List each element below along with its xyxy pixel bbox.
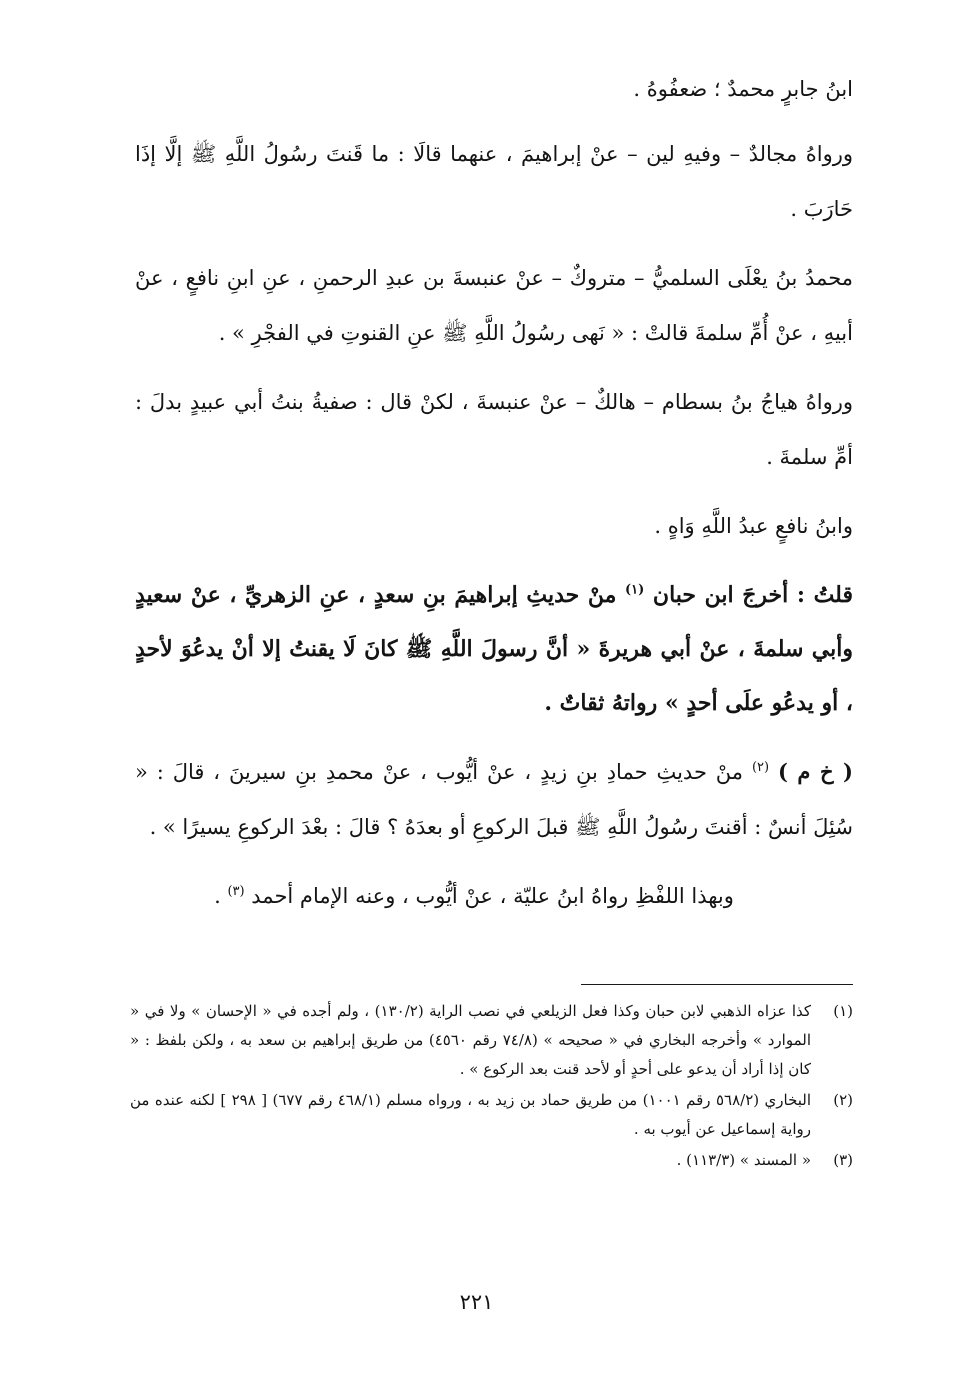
paragraph-4: ورواهُ هياجُ بنُ بسطام – هالكٌ – عنْ عنبسةَ ، لكنْ قال : صفيةُ بنتُ أبي عبيدٍ بدلَ : أمِّ سلمةَ . (135, 390, 853, 469)
paragraph-1: ابنُ جابرٍ محمدٌ ؛ ضعفُوهُ . (633, 77, 853, 101)
paragraph-last (135, 869, 853, 924)
footnote-3 (130, 1146, 853, 1175)
main-text (135, 62, 853, 938)
last-rest: . (214, 884, 221, 908)
footnote-ref-1[interactable]: (١) (625, 582, 645, 598)
footnote-number: (١) (833, 1002, 853, 1020)
footnote-ref-3[interactable]: (٣) (227, 884, 245, 899)
paragraph-khm (135, 744, 853, 855)
footnote-separator (581, 984, 853, 985)
khm-start: ( خ م ) (777, 759, 853, 784)
paragraph-bold-qultu (135, 568, 853, 730)
paragraph-5: وابنُ نافعٍ عبدُ اللَّهِ وَاهٍ . (654, 514, 853, 538)
khm-rest: منْ حديثِ حمادِ بنِ زيدٍ ، عنْ أيُّوب ، عنْ محمدِ بنِ سيرينَ ، قالَ : « سُئِلَ أنسٌ : أقنتَ رسُولُ اللَّهِ ﷺ قبلَ الركوعِ أو بعدَهُ ؟ قالَ : بعْدَ الركوعِ يسيرًا » . (135, 760, 853, 839)
footnote-text: « المسند » (١١٣/٣) . (676, 1151, 811, 1169)
page-number: ٢٢١ (459, 1290, 494, 1314)
footnotes (130, 997, 853, 1177)
footnote-1 (130, 997, 853, 1084)
footnote-number: (٣) (833, 1151, 853, 1169)
footnote-ref-2[interactable]: (٢) (751, 760, 770, 775)
bold-para-start: قلتُ : أخرجَ ابن حبان (652, 582, 853, 608)
footnote-text: كذا عزاه الذهبي لابن حبان وكذا فعل الزيلعي في نصب الراية (١٣٠/٢) ، ولم أجده في « الإحسان » ولا في « الموارد » وأخرجه البخاري في « صحيحه » (٧٤/٨ رقم ٤٥٦٠) من طريق إبراهيم بن سعد به ، ولكن بلفظ : « كان إذا أراد أن يدعو على أحدٍ أو لأحد قنت بعد الركوع » . (130, 1002, 812, 1078)
footnote-number: (٢) (833, 1091, 853, 1109)
footnote-2 (130, 1086, 853, 1144)
bold-para-rest: منْ حديثِ إبراهيمَ بنِ سعدٍ ، عنِ الزهريِّ ، عنْ سعيدٍ وأبي سلمةَ ، عنْ أبي هريرةَ « أنَّ رسولَ اللَّهِ ﷺ كانَ لَا يقنتُ إلا أنْ يدعُوَ لأحدٍ ، أو يدعُو علَى أحدٍ » رواتهُ ثقاتٌ . (135, 582, 853, 716)
paragraph-3: محمدُ بنُ يعْلَى السلميُّ – متروكٌ – عنْ عنبسةَ بن عبدِ الرحمنِ ، عنِ ابنِ نافعٍ ، عنْ أبيهِ ، عنْ أُمِّ سلمةَ قالتْ : « نَهى رسُولُ اللَّهِ ﷺ عنِ القنوتِ في الفجْرِ » . (135, 266, 853, 345)
last-start: وبهذا اللفْظِ رواهُ ابنُ عليّة ، عنْ أيُّوب ، وعنه الإمام أحمد (251, 884, 734, 908)
footnote-text: البخاري (٥٦٨/٢ رقم ١٠٠١) من طريق حماد بن زيد به ، ورواه مسلم (٤٦٨/١ رقم ٦٧٧) [ ٢٩٨ ] لكنه عنده من رواية إسماعيل عن أيوب به . (130, 1091, 812, 1138)
paragraph-2: ورواهُ مجالدٌ – وفيهِ لين – عنْ إبراهيمَ ، عنهما قالَا : ما قَنتَ رسُولُ اللَّهِ ﷺ إلَّا إذَا حَارَبَ . (135, 142, 853, 221)
